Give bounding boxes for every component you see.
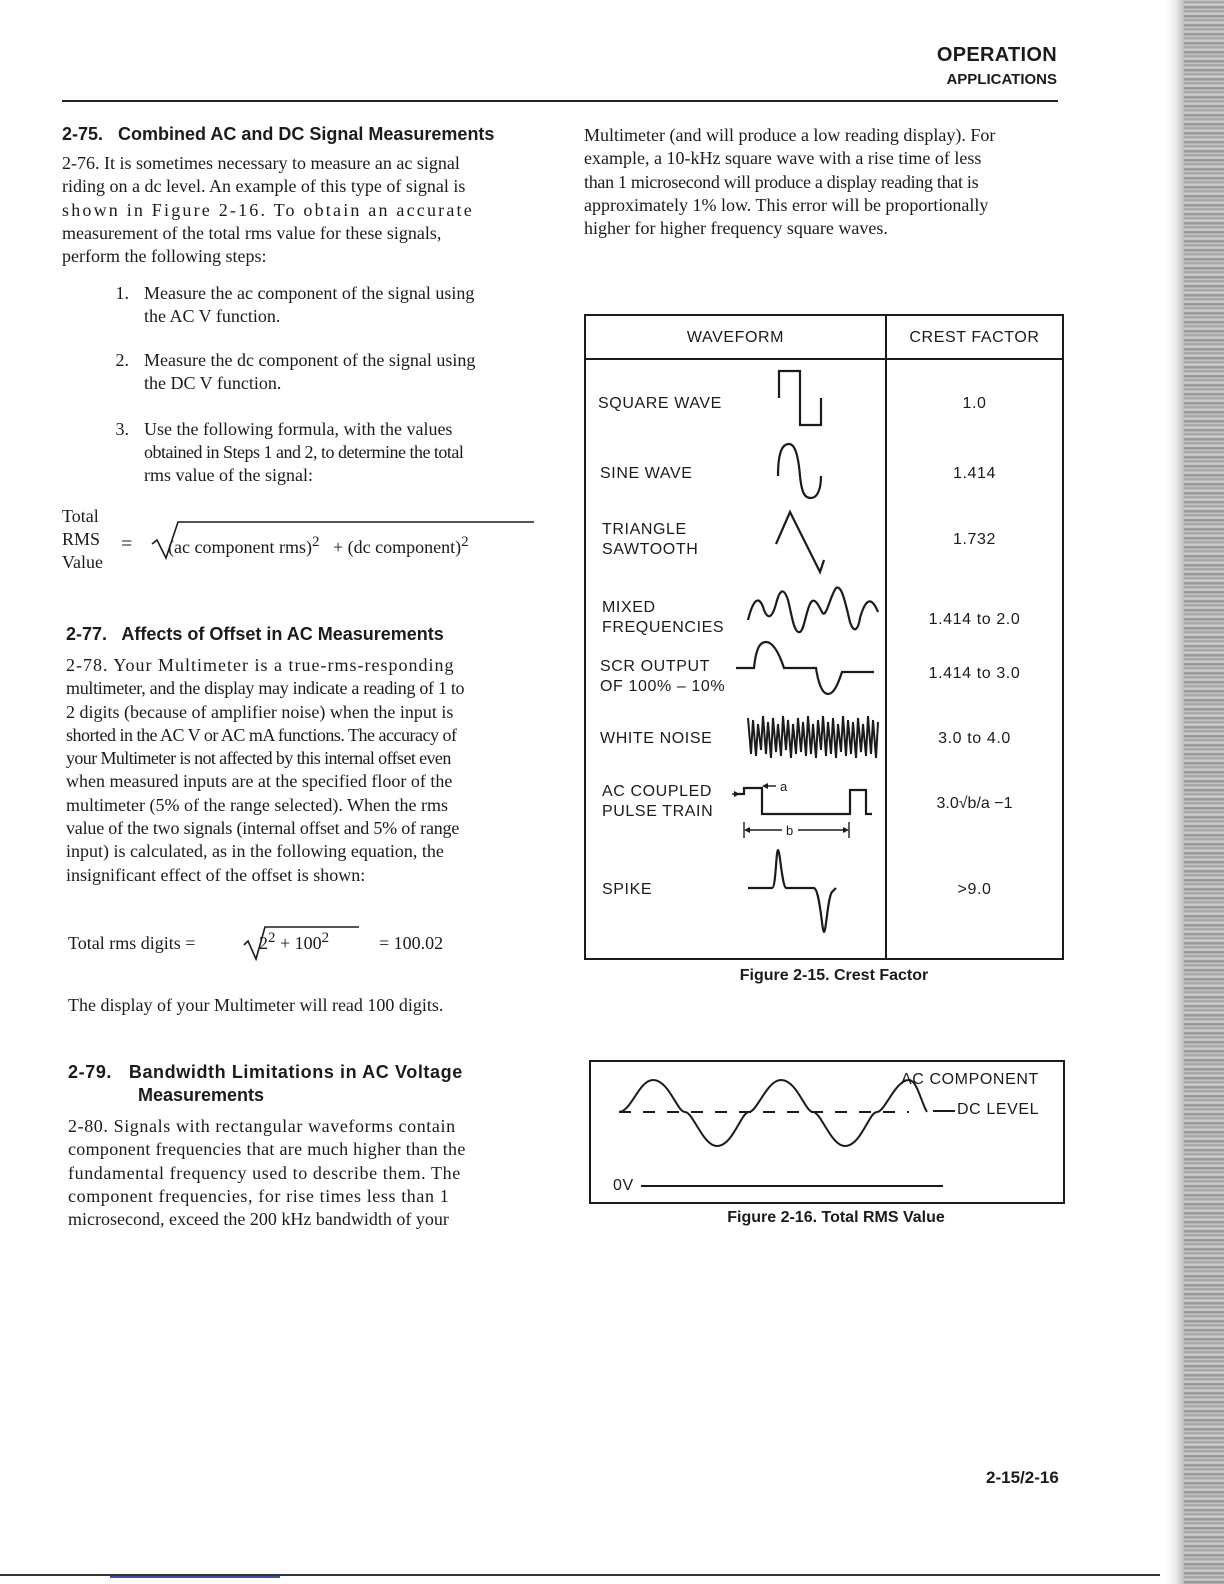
paragraph-line: perform the following steps: <box>62 246 267 267</box>
formula-equals: = <box>121 533 133 555</box>
formula-digits-label: Total rms digits = <box>68 933 196 953</box>
row-crest-spike: >9.0 <box>957 881 992 898</box>
heading-2-79-number: 2-79. <box>68 1062 113 1082</box>
row-name-line: AC COUPLED <box>602 783 713 800</box>
square-wave-icon <box>772 368 842 432</box>
formula-term: + 100 <box>280 933 322 953</box>
step-3 <box>105 418 535 487</box>
paragraph-line: microsecond, exceed the 200 kHz bandwidth of your <box>68 1209 449 1230</box>
header-section: OPERATION <box>936 44 1057 66</box>
row-crest-pulse-train: 3.0√b/a −1 <box>936 795 1013 812</box>
paragraph-line: approximately 1% low. This error will be proportionally <box>584 194 989 215</box>
scr-output-icon <box>734 638 884 698</box>
pulse-marker-a: a <box>780 779 788 794</box>
step-number: 1. <box>115 283 129 303</box>
paragraph-line: example, a 10-kHz square wave with a rise time of less <box>584 148 982 169</box>
formula-label-line: Total <box>62 506 99 526</box>
row-crest-square-wave: 1.0 <box>962 395 987 412</box>
header-subsection: APPLICATIONS <box>946 71 1057 88</box>
formula-digits-result: = 100.02 <box>379 933 444 953</box>
heading-2-77-title: Affects of Offset in AC Measurements <box>121 624 444 644</box>
row-name-line: MIXED <box>602 599 656 616</box>
paragraph-line: riding on a dc level. An example of this type of signal is <box>62 176 466 197</box>
page-number: 2-15/2-16 <box>986 1468 1059 1487</box>
row-name-sine-wave: SINE WAVE <box>600 465 693 482</box>
crest-factor-table <box>584 314 1064 960</box>
paragraph-line: input) is calculated, as in the following equation, the <box>66 841 444 862</box>
row-crest-mixed: 1.414 to 2.0 <box>928 611 1021 628</box>
row-name-line: SCR OUTPUT <box>600 658 710 675</box>
formula-term: 2 <box>259 933 268 953</box>
figure-2-15-caption: Figure 2-15. Crest Factor <box>739 967 929 984</box>
row-name-white-noise: WHITE NOISE <box>600 730 713 747</box>
paragraph-line: 2-76. It is sometimes necessary to measure an ac signal <box>62 153 460 173</box>
step-line: Use the following formula, with the values <box>144 419 453 439</box>
paragraph-2-76 <box>62 152 532 268</box>
row-crest-sine-wave: 1.414 <box>952 465 997 482</box>
paragraph-line: 2-78. Your Multimeter is a true-rms-responding <box>66 655 455 675</box>
step-line: the AC V function. <box>144 306 281 326</box>
row-name-line: SAWTOOTH <box>602 541 699 558</box>
formula-label-line: Value <box>62 552 103 572</box>
scan-edge-gradient <box>1166 0 1184 1584</box>
dc-level-label: DC LEVEL <box>957 1101 1040 1118</box>
formula-expression <box>168 534 469 558</box>
heading-2-75-title: Combined AC and DC Signal Measurements <box>118 124 495 144</box>
heading-2-75-number: 2-75. <box>62 124 104 144</box>
formula-ac-term: (ac component rms) <box>168 537 312 557</box>
paragraph-2-78 <box>66 654 536 887</box>
header-crest-factor: CREST FACTOR <box>909 329 1040 346</box>
row-name-pulse-train <box>602 782 713 822</box>
step-line: Measure the ac component of the signal using <box>144 283 475 303</box>
row-crest-triangle: 1.732 <box>952 531 997 548</box>
step-line: Measure the dc component of the signal using <box>144 350 476 370</box>
scan-bottom-blue-mark <box>110 1576 280 1578</box>
step-1 <box>105 282 535 328</box>
step-number: 2. <box>115 350 129 370</box>
formula-exponent: 2 <box>461 534 469 550</box>
formula-exponent: 2 <box>311 534 320 550</box>
formula-exponent: 2 <box>321 930 330 946</box>
sine-wave-icon <box>772 440 842 502</box>
row-name-square-wave: SQUARE WAVE <box>598 395 722 412</box>
paragraph-line: insignificant effect of the offset is shown: <box>66 864 366 885</box>
figure-2-16-caption: Figure 2-16. Total RMS Value <box>727 1209 945 1226</box>
formula-digits-expression <box>259 930 329 954</box>
row-name-triangle <box>602 520 698 560</box>
step-line: the DC V function. <box>144 373 282 393</box>
pulse-marker-b: b <box>786 823 794 838</box>
formula-total-rms-label <box>62 505 103 574</box>
step-2 <box>105 349 535 395</box>
paragraph-line: 2-80. Signals with rectangular waveforms contain <box>68 1116 456 1136</box>
header-rule <box>62 100 1058 102</box>
step-line: obtained in Steps 1 and 2, to determine the total <box>144 442 464 462</box>
triangle-wave-icon <box>772 506 842 576</box>
dc-level-label-dash <box>933 1110 955 1112</box>
row-name-line: TRIANGLE <box>602 521 687 538</box>
mixed-frequencies-icon <box>746 582 886 642</box>
row-name-line: PULSE TRAIN <box>602 803 714 820</box>
table-header-divider <box>586 358 1062 360</box>
paragraph-line: than 1 microsecond will produce a display reading that is <box>584 171 979 192</box>
heading-2-79-title-cont: Measurements <box>138 1085 265 1105</box>
formula-dc-term: + (dc component) <box>332 537 462 557</box>
paragraph-line: component frequencies, for rise times less than 1 <box>68 1185 450 1206</box>
paragraph-line: component frequencies that are much higher than the <box>68 1139 466 1160</box>
paragraph-line: fundamental frequency used to describe them. The <box>68 1162 461 1183</box>
row-name-line: FREQUENCIES <box>602 619 725 636</box>
heading-2-79-title: Bandwidth Limitations in AC Voltage <box>128 1062 463 1082</box>
spike-icon <box>744 846 884 938</box>
formula-label-line: RMS <box>62 529 101 549</box>
row-crest-white-noise: 3.0 to 4.0 <box>938 730 1011 747</box>
paragraph-line: Multimeter (and will produce a low reading display). For <box>584 125 996 145</box>
step-number: 3. <box>115 419 129 439</box>
paragraph-line: shown in Figure 2-16. To obtain an accurate <box>62 199 474 220</box>
paragraph-right-continued <box>584 124 1056 240</box>
paragraph-2-80 <box>68 1115 538 1231</box>
paragraph-line: measurement of the total rms value for these signals, <box>62 222 442 243</box>
paragraph-line: your Multimeter is not affected by this internal offset even <box>66 748 451 769</box>
ac-component-label: AC COMPONENT <box>901 1071 1039 1088</box>
row-name-line: OF 100% – 10% <box>600 678 726 695</box>
white-noise-icon <box>746 710 882 762</box>
paragraph-line: value of the two signals (internal offset and 5% of range <box>66 818 460 839</box>
header-waveform: WAVEFORM <box>686 329 785 346</box>
zero-volt-label: 0V <box>613 1177 634 1194</box>
paragraph-line: shorted in the AC V or AC mA functions. The accuracy of <box>66 724 457 745</box>
display-note: The display of your Multimeter will read 100 digits. <box>68 995 444 1015</box>
step-line: rms value of the signal: <box>144 465 313 485</box>
paragraph-line: when measured inputs are at the specified floor of the <box>66 771 453 792</box>
row-name-mixed <box>602 598 724 638</box>
paragraph-line: multimeter, and the display may indicate a reading of 1 to <box>66 678 465 699</box>
heading-2-75 <box>62 124 494 145</box>
heading-2-77-number: 2-77. <box>66 624 108 644</box>
formula-exponent: 2 <box>268 930 276 946</box>
pulse-train-icon <box>732 778 884 850</box>
row-name-spike: SPIKE <box>602 881 653 898</box>
paragraph-line: multimeter (5% of the range selected). When the rms <box>66 794 449 815</box>
row-name-scr <box>600 657 725 697</box>
heading-2-79 <box>68 1061 538 1107</box>
heading-2-77 <box>66 624 444 645</box>
paragraph-line: 2 digits (because of amplifier noise) when the input is <box>66 701 454 722</box>
row-crest-scr: 1.414 to 3.0 <box>928 665 1021 682</box>
figure-2-16-box <box>589 1060 1065 1204</box>
paragraph-line: higher for higher frequency square waves. <box>584 218 888 239</box>
